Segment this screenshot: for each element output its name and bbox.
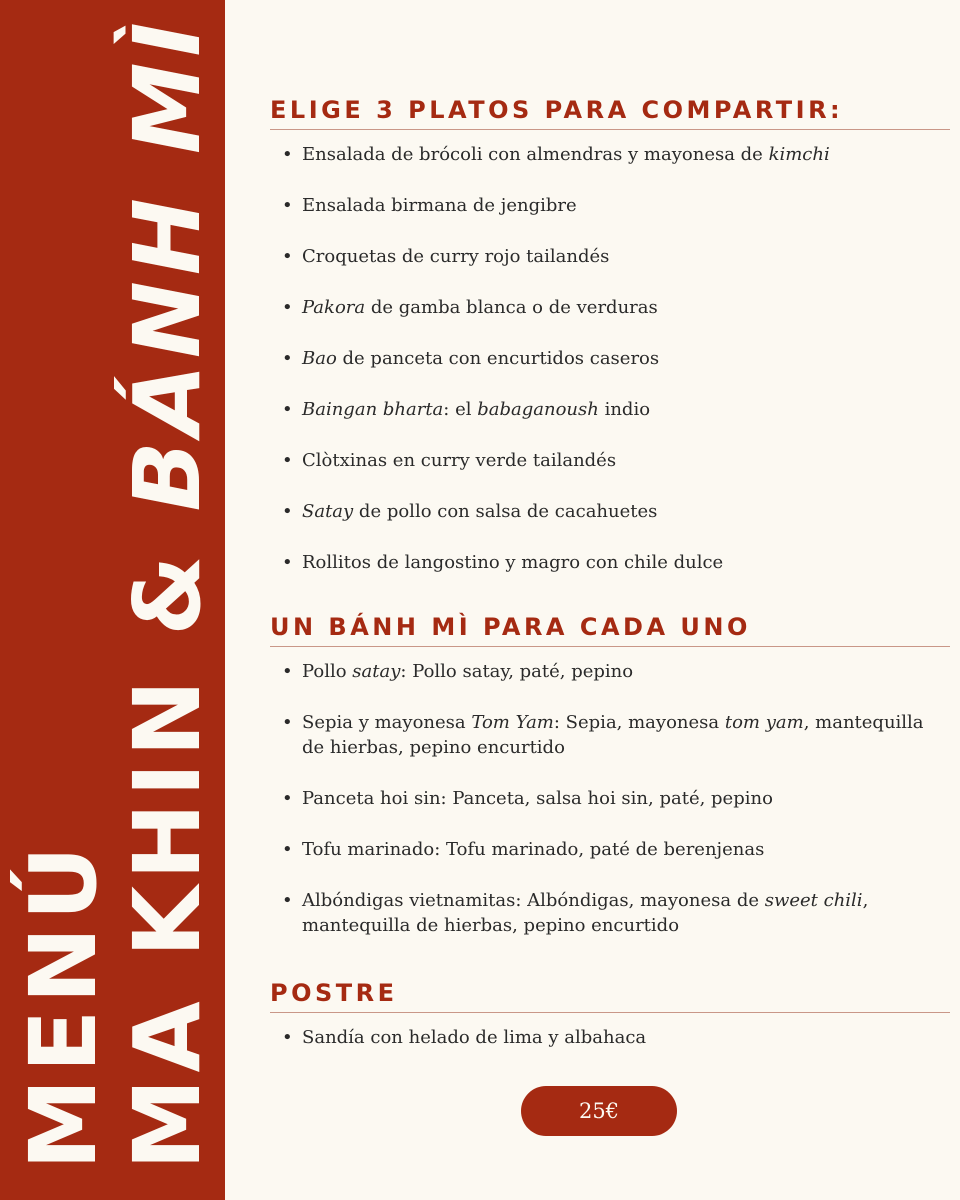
- item-text-italic: babaganoush: [477, 399, 599, 420]
- item-text-italic: tom yam: [724, 712, 804, 733]
- list-item: [270, 346, 950, 371]
- title-line-2: [114, 16, 221, 1170]
- item-text: Clòtxinas en curry verde tailandés: [302, 450, 617, 471]
- item-text: Tofu marinado: Tofu marinado, paté de berenjenas: [302, 839, 765, 860]
- item-text: Sepia y mayonesa: [302, 712, 472, 733]
- section-heading: UN BÁNH MÌ PARA CADA UNO: [270, 612, 950, 647]
- price-badge: 25€: [521, 1086, 677, 1136]
- item-text: Pollo: [302, 661, 353, 682]
- section-banh-mi: [270, 612, 950, 964]
- item-text: : Pollo satay, paté, pepino: [400, 661, 634, 682]
- banh-mi-list: [270, 659, 950, 938]
- item-text-italic: Bao: [302, 348, 337, 369]
- item-text: Croquetas de curry rojo tailandés: [302, 246, 610, 267]
- section-shared-dishes: [270, 95, 950, 601]
- list-item: [270, 786, 950, 811]
- item-text: Albóndigas vietnamitas: Albóndigas, mayonesa de: [302, 890, 765, 911]
- list-item: [270, 1025, 950, 1050]
- dish-list: [270, 142, 950, 575]
- item-text: Ensalada de brócoli con almendras y mayonesa de: [302, 144, 769, 165]
- item-text: Panceta hoi sin: Panceta, salsa hoi sin, paté, pepino: [302, 788, 773, 809]
- list-item: [270, 295, 950, 320]
- item-text: indio: [598, 399, 651, 420]
- item-text-italic: sweet chili: [764, 890, 863, 911]
- list-item: [270, 550, 950, 575]
- list-item: [270, 244, 950, 269]
- item-text-italic: Pakora: [302, 297, 366, 318]
- title-line-2-upright: MA KHIN &: [114, 511, 221, 1170]
- item-text-italic: kimchi: [768, 144, 830, 165]
- item-text: : Sepia, mayonesa: [553, 712, 725, 733]
- item-text-italic: Satay: [302, 501, 354, 522]
- menu-title: [0, 0, 225, 1200]
- list-item: [270, 837, 950, 862]
- item-text: de panceta con encurtidos caseros: [336, 348, 660, 369]
- item-text: Sandía con helado de lima y albahaca: [302, 1027, 647, 1048]
- list-item: [270, 499, 950, 524]
- item-text: , mantequilla de hierbas, pepino encurtido: [302, 712, 924, 758]
- item-text-italic: Baingan bharta: [302, 399, 444, 420]
- list-item: [270, 659, 950, 684]
- item-text: , mantequilla de hierbas, pepino encurtido: [302, 890, 869, 936]
- section-dessert: [270, 978, 950, 1050]
- title-line-1: MENÚ: [10, 839, 117, 1170]
- item-text: de gamba blanca o de verduras: [365, 297, 658, 318]
- dessert-list: [270, 1025, 950, 1050]
- item-text-italic: Tom Yam: [471, 712, 554, 733]
- item-text: Rollitos de langostino y magro con chile dulce: [302, 552, 724, 573]
- list-item: [270, 448, 950, 473]
- section-heading: POSTRE: [270, 978, 950, 1013]
- sidebar-panel: [0, 0, 225, 1200]
- list-item: [270, 710, 950, 760]
- list-item: [270, 397, 950, 422]
- item-text-italic: satay: [352, 661, 401, 682]
- item-text: : el: [443, 399, 478, 420]
- item-text: Ensalada birmana de jengibre: [302, 195, 577, 216]
- list-item: [270, 193, 950, 218]
- list-item: [270, 888, 950, 938]
- section-heading: ELIGE 3 PLATOS PARA COMPARTIR:: [270, 95, 950, 130]
- title-line-2-italic: BÁNH MÌ: [114, 16, 221, 512]
- list-item: [270, 142, 950, 167]
- item-text: de pollo con salsa de cacahuetes: [353, 501, 658, 522]
